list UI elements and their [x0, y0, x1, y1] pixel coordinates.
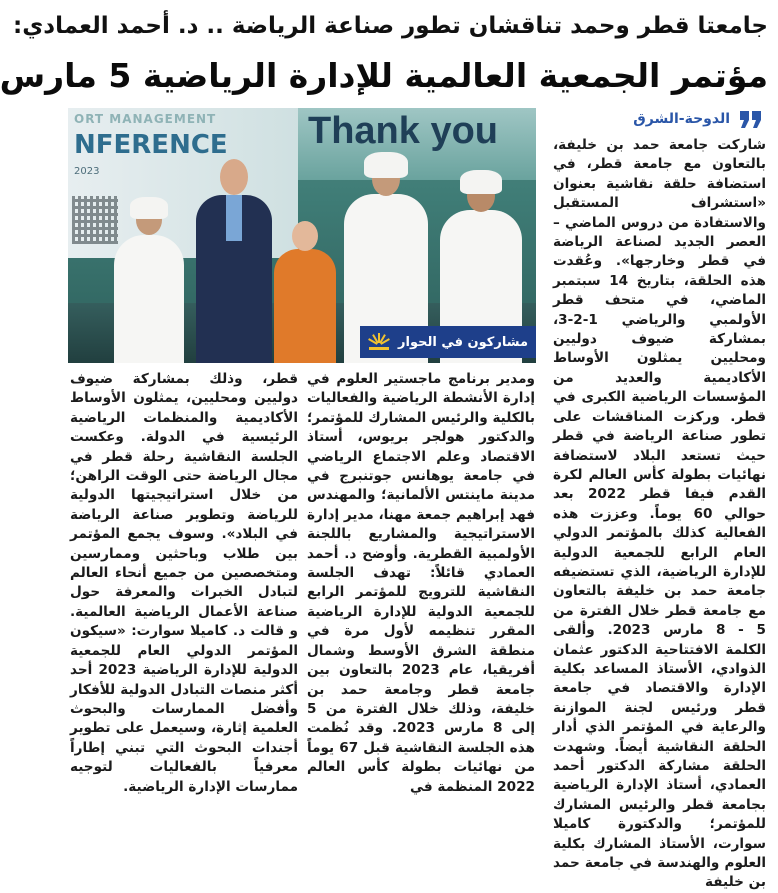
column-right-text: شاركت جامعة حمد بن خليفة، بالتعاون مع جامعة قطر، في استضافة حلقة نقاشية بعنوان «استشراف المستقبل والاستفادة من دروس الماضي – العصر الجديد لصناعة الرياضة في قطر وخارجها». وعُقدت هذه الحلقة، بتاريخ 14 سبتمبر الماضي، في متحف قطر الأولمبي والرياضي 1-2-3، بمشاركة ضيوف دوليين ومحليين يمثلون الأوساط الأكاديمية والعديد من المؤسسات الرياضية الكبرى في قطر. وركزت المناقشات على تطور صناعة الرياضة في قطر حيث تستعد البلاد لاستضافة نهائيات بطولة كأس العالم لكرة القدم فيفا قطر 2022 بعد حوالي 60 يوماً. وعززت هذه الفعالية كذلك بالمؤتمر الدولي العام الرابع للجمعية الدولية للإدارة الرياضية، الذي تستضيفه جامعة حمد بن خليفة بالتعاون مع جامعة قطر خلال الفترة من 5 - 8 مارس 2023. وألقى الكلمة الافتتاحية الدكتور عثمان الذوادي، الأستاذ المساعد بكلية الإدارة والاقتصاد في جامعة قطر ورئيس لجنة الموازنة والرعاية في المؤتمر الذي أدار الحلقة النقاشية أيضاً. وشهدت الحلقة مشاركة الدكتور أحمد العمادي، أستاذ الإدارة الرياضية بجامعة قطر والرئيس المشارك للمؤتمر؛ والدكتورة كاميلا سوارت، الأستاذ المشارك بكلية العلوم والهندسة في جامعة حمد بن خليفة — [553, 137, 766, 891]
photo-caption-text: مشاركون في الحوار — [398, 334, 528, 350]
banner-line-1: ORT MANAGEMENT — [74, 112, 217, 126]
column-middle-text: ومدير برنامج ماجستير العلوم في إدارة الأنشطة الرياضية والفعاليات بالكلية والرئيس المشارك للمؤتمر؛ والدكتور هولجر بريوس، أستاذ الاقتصاد وعلم الاجتماع الرياضي في جامعة يوهانس جوتنبرج في مدينة ماينتس الألمانية؛ والمهندس فهد إبراهيم جمعة مهنا، مدير إدارة الاستراتيجية والمشاريع باللجنة الأولمبية القطرية. وأوضح د. أحمد العمادي قائلاً: تهدف الجلسة النقاشية للترويج للمؤتمر الرابع للجمعية الدولية للإدارة الرياضية المقرر تنظيمه لأول مرة في منطقة الشرق الأوسط وشمال أفريقيا، عام 2023 بالتعاون بين جامعة قطر وجامعة حمد بن خليفة، وذلك خلال الفترة من 5 إلى 8 مارس 2023. وقد نُظمت هذه الجلسة النقاشية قبل 67 يوماً من نهائيات بطولة كأس العالم 2022 المنظمة في — [307, 371, 535, 795]
person-1 — [114, 183, 184, 363]
newspaper-logo-icon — [366, 331, 392, 353]
quote-icon — [738, 109, 764, 129]
person-3 — [274, 213, 336, 363]
banner-line-3: 2023 — [74, 166, 100, 177]
qr-code — [72, 196, 118, 244]
article-column-left — [70, 370, 298, 795]
article-kicker: جامعتا قطر وحمد تناقشان تطور صناعة الرياضة .. د. أحمد العمادي: — [13, 13, 768, 39]
dateline — [574, 104, 764, 134]
article-photo — [68, 108, 536, 363]
dateline-text: الدوحة-الشرق — [633, 111, 730, 127]
photo-caption — [360, 326, 536, 358]
person-2 — [196, 145, 272, 363]
column-left-text: قطر، وذلك بمشاركة ضيوف دوليين ومحليين، يمثلون الأوساط الأكاديمية والمنظمات الرياضية الرئيسية في الدولة. وعكست الجلسة النقاشية رحلة قطر في مجال الرياضة حتى الوقت الراهن؛ من خلال استراتيجيتها الدولية للرياضة وتطوير صناعة الرياضة في البلاد». وسوف يجمع المؤتمر بين طلاب وباحثين وممارسين ومتخصصين من جميع أنحاء العالم لتبادل الخبرات والمعرفة حول صناعة الأعمال الرياضية العالمية. و قالت د. كاميلا سوارت: «سيكون المؤتمر الدولي العام للجمعية الدولية للإدارة الرياضية 2023 أحد أكثر منصات التبادل الدولية للأفكار وأفضل الممارسات والبحوث العلمية إثارة، وسيعمل على تطوير أجندات البحوث التي تبني إطاراً معرفياً بالفعاليات لتوجيه ممارسات الإدارة الرياضية. — [70, 371, 298, 795]
article-headline: مؤتمر الجمعية العالمية للإدارة الرياضية 5 مارس — [0, 56, 768, 95]
banner-line-2: NFERENCE — [74, 130, 228, 160]
article-column-middle — [307, 370, 535, 795]
article-column-right — [553, 136, 766, 891]
screen-text: Thank you — [308, 110, 499, 152]
